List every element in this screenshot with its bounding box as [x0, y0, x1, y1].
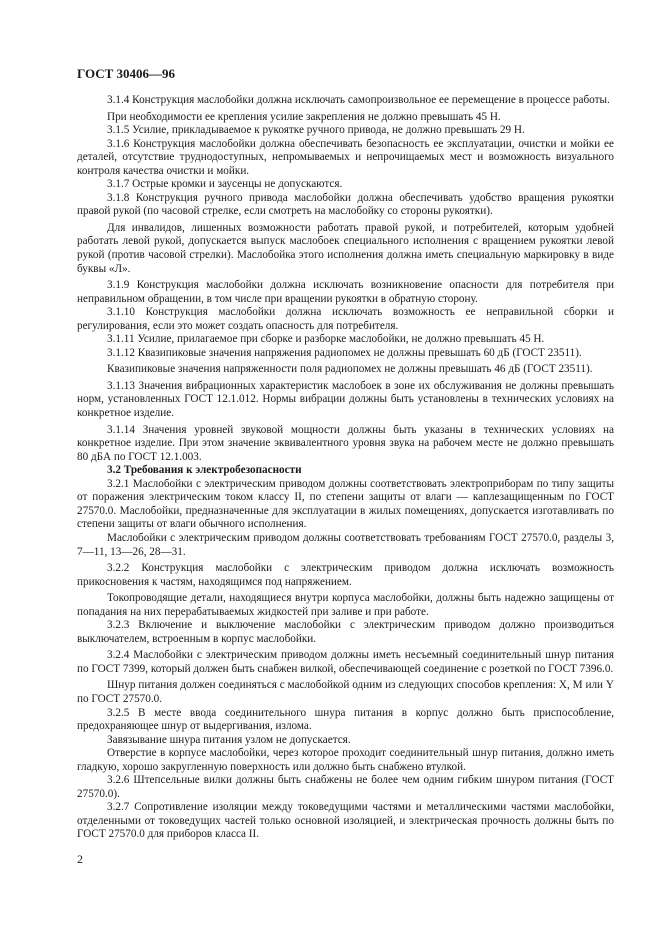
- paragraph-3-1-12: 3.1.12 Квазипиковые значения напряжения радиопомех не должны превышать 60 дБ (ГОСТ 23511).: [107, 346, 582, 359]
- paragraph-3-1-11: 3.1.11 Усилие, прилагаемое при сборке и разборке маслобойки, не должно превышать 45 Н.: [107, 333, 545, 346]
- paragraph: При необходимости ее крепления усилие закрепления не должно превышать 45 Н.: [107, 110, 501, 123]
- paragraph-3-1-5: 3.1.5 Усилие, прикладываемое к рукоятке ручного привода, не должно превышать 29 Н.: [107, 124, 525, 137]
- paragraph: Завязывание шнура питания узлом не допускается.: [107, 733, 351, 746]
- paragraph: Токопроводящие детали, находящиеся внутри корпуса маслобойки, должны быть надежно защищены от попадания на них перерабатываемых жидкостей при заливе и при работе.: [77, 592, 614, 618]
- paragraph: Маслобойки с электрическим приводом должны соответствовать требованиям ГОСТ 27570.0, разделы 3, 7—11, 13—26, 28—31.: [77, 531, 614, 558]
- paragraph-3-2-6: 3.2.6 Штепсельные вилки должны быть снабжены не более чем одним гибким шнуром питания (ГОСТ 27570.0).: [77, 774, 614, 800]
- paragraph-3-2-1: 3.2.1 Маслобойки с электрическим приводом должны соответствовать электроприборам по типу защиты от поражения электрическим током классу II, по степени защиты от влаги — каплезащищенным по ГОСТ 27570.0. Маслобойки, предназначенные для эксплуатации в жилых помещениях, допускается изготавливать по степени защиты от влаги обычного исполнения.: [77, 477, 614, 531]
- paragraph-3-1-8: 3.1.8 Конструкция ручного привода маслобойки должна обеспечивать удобство вращения рукоятки правой рукой (по часовой стрелке, если смотреть на маслобойку со стороны рукоятки).: [77, 191, 614, 218]
- paragraph-3-1-14: 3.1.14 Значения уровней звуковой мощности должны быть указаны в технических условиях на конкретное изделие. При этом значение эквивалентного уровня звука на рабочем месте не должно превышать 80 дБА по ГОСТ 12.1.003.: [77, 423, 614, 463]
- paragraph: Шнур питания должен соединяться с маслобойкой одним из следующих способов крепления: X, M или Y по ГОСТ 27570.0.: [77, 679, 614, 705]
- document-header: ГОСТ 30406—96: [77, 66, 176, 81]
- page-number: 2: [77, 852, 83, 866]
- paragraph-3-2-4: 3.2.4 Маслобойки с электрическим приводом должны иметь несъемный соединительный шнур питания по ГОСТ 7399, который должен быть снабжен вилкой, обеспечивающей соединение с розеткой по ГОСТ 7396.0.: [77, 649, 614, 675]
- paragraph-3-1-6: 3.1.6 Конструкция маслобойки должна обеспечивать безопасность ее эксплуатации, очистки и мойки ее деталей, отсутствие труднодоступных, непромываемых и непрочищаемых мест и возможность визуального контроля качества очистки и мойки.: [77, 137, 614, 177]
- document-body: [77, 94, 614, 842]
- paragraph-3-2-5: 3.2.5 В месте ввода соединительного шнура питания в корпус должно быть приспособление, предохраняющее шнур от выдергивания, излома.: [77, 706, 614, 733]
- paragraph-3-1-13: 3.1.13 Значения вибрационных характеристик маслобоек в зоне их обслуживания не должны превышать норм, установленных ГОСТ 12.1.012. Нормы вибрации должны быть установлены в технических условиях на конкретное изделие.: [77, 379, 614, 420]
- paragraph-3-1-4: 3.1.4 Конструкция маслобойки должна исключать самопроизвольное ее перемещение в процессе работы.: [107, 94, 610, 106]
- paragraph: Для инвалидов, лишенных возможности работать правой рукой, и потребителей, которым удобней работать левой рукой, допускается выпуск маслобоек специального исполнения с вращением рукоятки левой рукой (против часовой стрелки). Маслобойка этого исполнения должна иметь специальную маркировку в виде буквы «Л».: [77, 221, 614, 275]
- paragraph: Квазипиковые значения напряженности поля радиопомех не должны превышать 46 дБ (ГОСТ 23511).: [107, 363, 593, 376]
- paragraph-3-2-2: 3.2.2 Конструкция маслобойки с электрическим приводом должна исключать возможность прикосновения к частям, находящимся под напряжением.: [77, 562, 614, 588]
- paragraph-3-2-3: 3.2.3 Включение и выключение маслобойки с электрическим приводом должно производиться выключателем, встроенным в корпус маслобойки.: [77, 619, 614, 645]
- paragraph-3-1-7: 3.1.7 Острые кромки и заусенцы не допускаются.: [107, 178, 343, 191]
- section-heading-3-2: 3.2 Требования к электробезопасности: [107, 464, 302, 477]
- paragraph-3-1-9: 3.1.9 Конструкция маслобойки должна исключать возникновение опасности для потребителя при неправильном обращении, в том числе при вращении рукоятки в обратную сторону.: [77, 279, 614, 305]
- paragraph-3-1-10: 3.1.10 Конструкция маслобойки должна исключать возможность ее неправильной сборки и регулирования, если это может создать опасность для потребителя.: [77, 306, 614, 332]
- paragraph: Отверстие в корпусе маслобойки, через которое проходит соединительный шнур питания, должно иметь гладкую, хорошо закругленную поверхность или должно быть снабжено втулкой.: [77, 747, 614, 773]
- paragraph-3-2-7: 3.2.7 Сопротивление изоляции между токоведущими частями и металлическими частями маслобойки, отделенными от токоведущих частей только основной изоляцией, и электрическая прочность должны быть по ГОСТ 27570.0 для приборов класса II.: [77, 801, 614, 841]
